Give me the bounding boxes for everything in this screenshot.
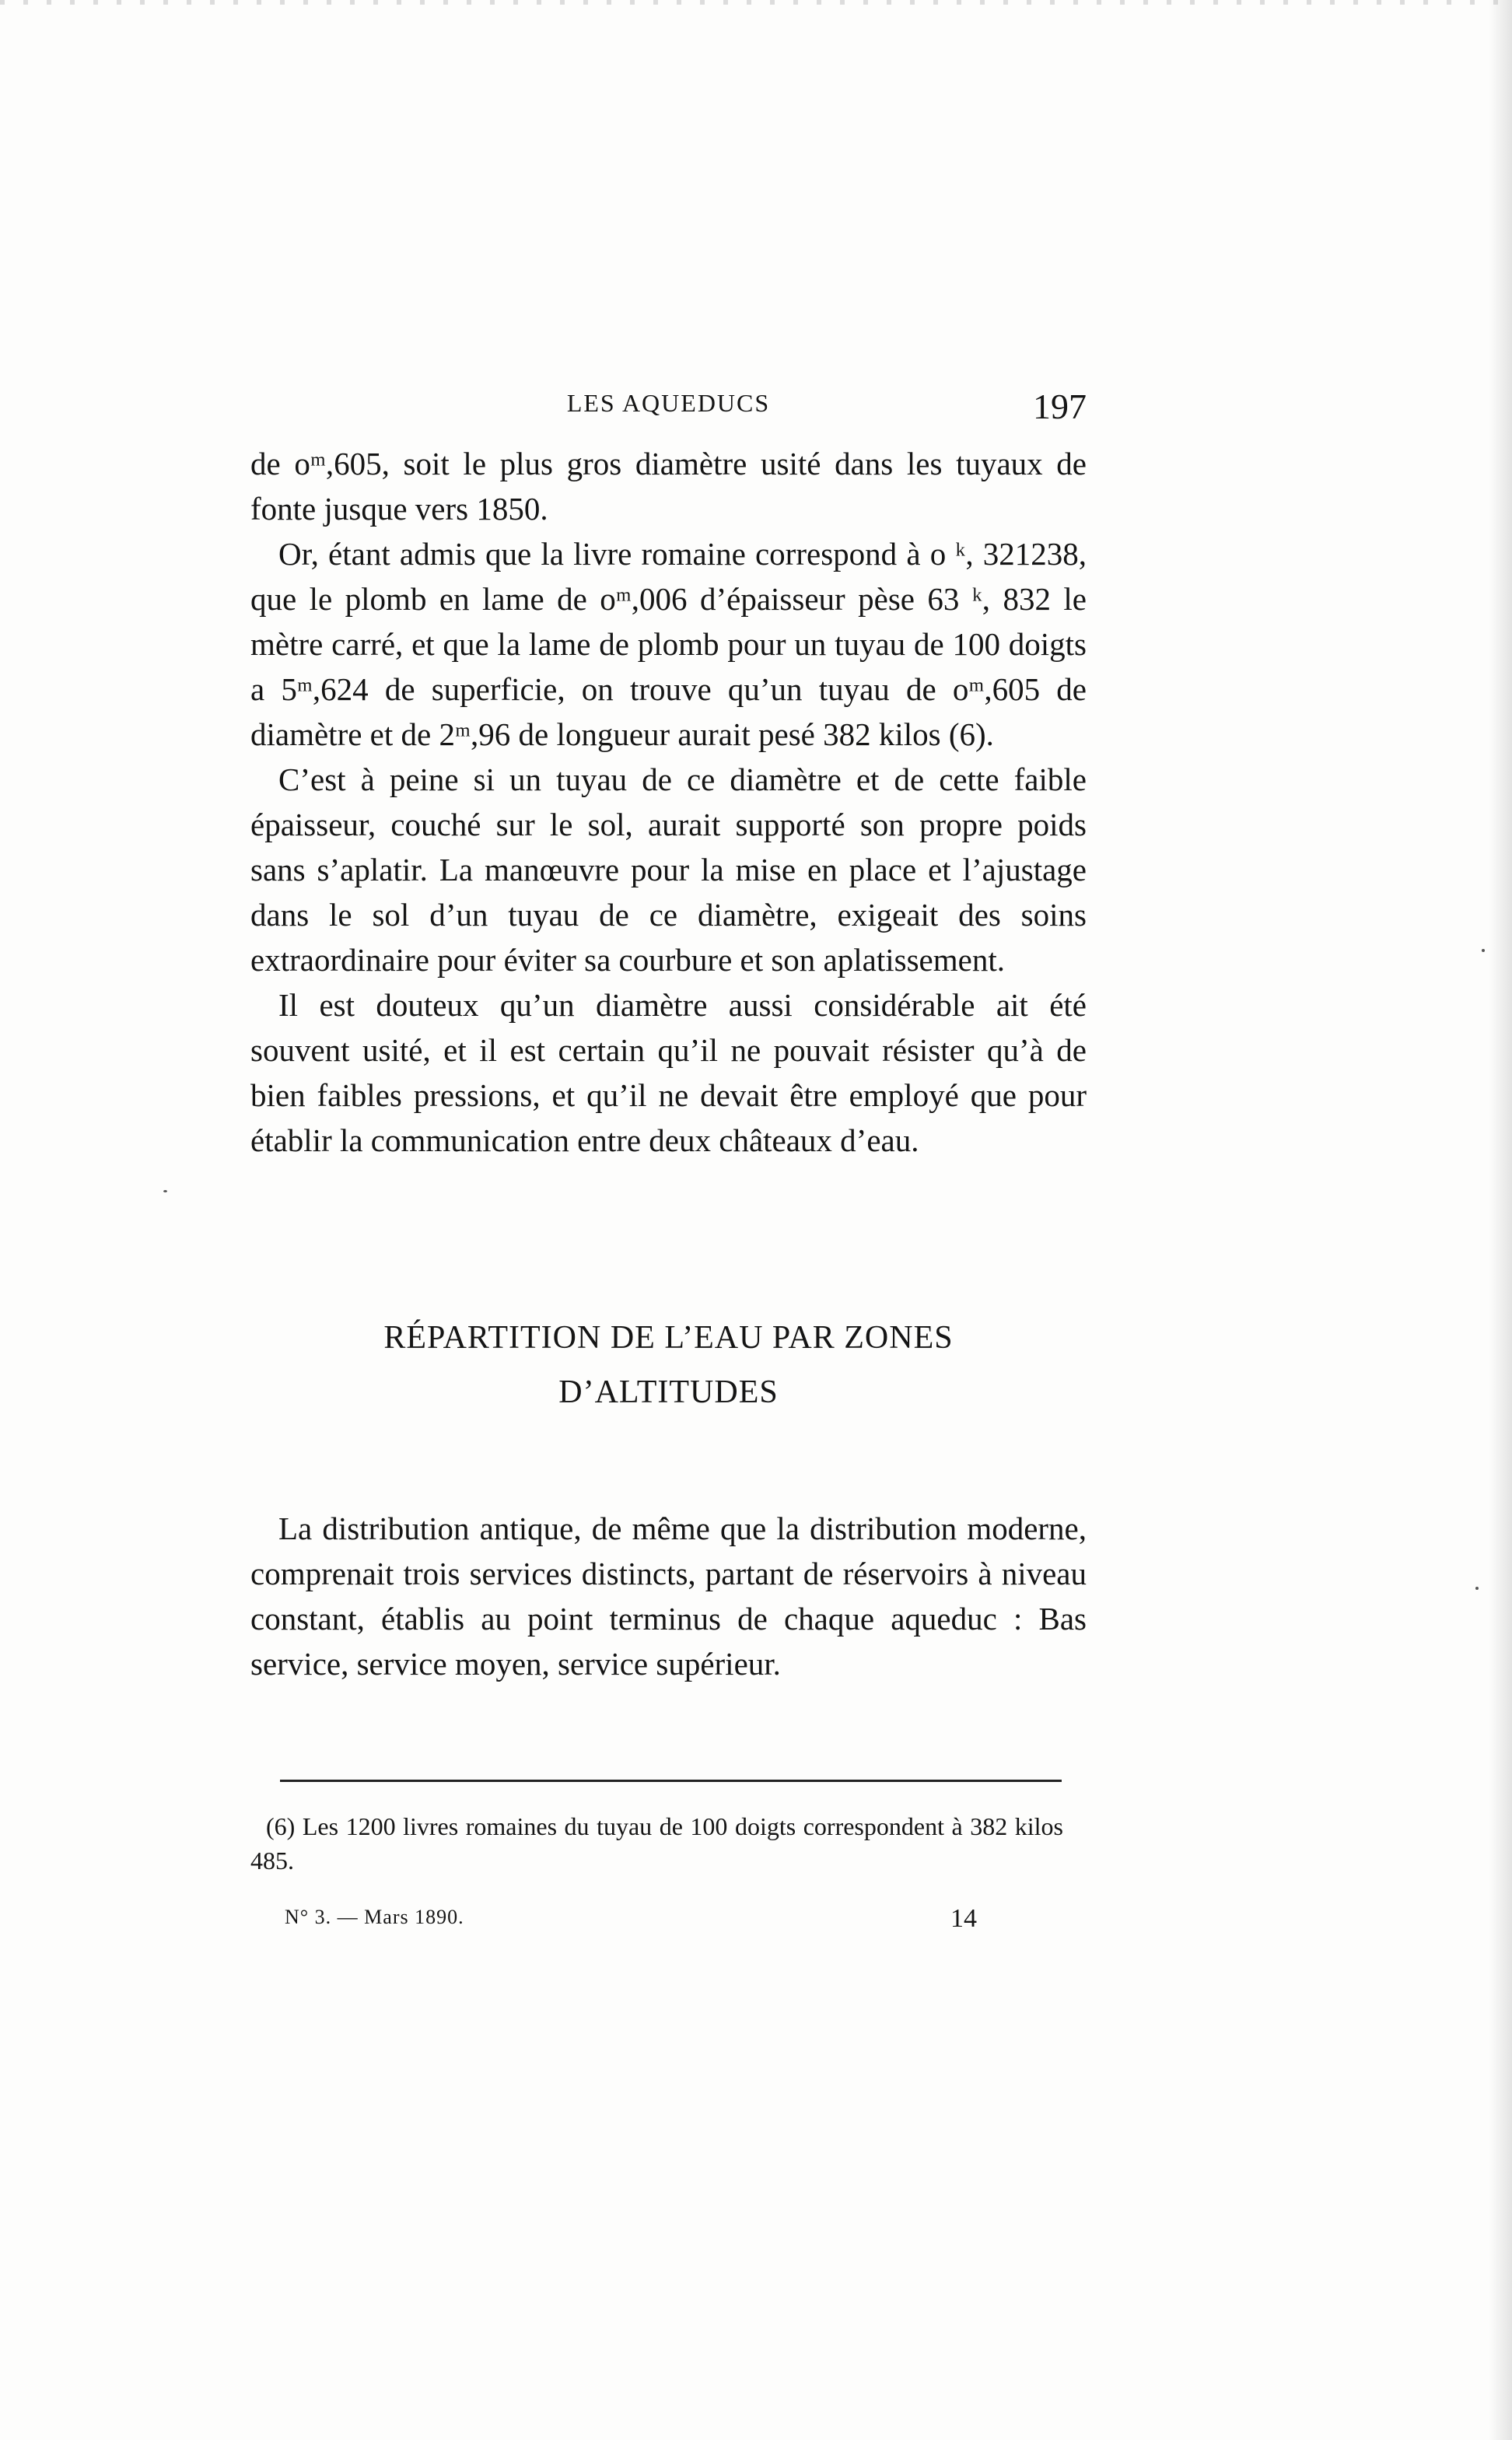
- sheet-number: 14: [950, 1904, 977, 1933]
- running-title: LES AQUEDUCS: [566, 389, 771, 417]
- section-text: [250, 1506, 1087, 1686]
- scan-speck: [1475, 1587, 1479, 1590]
- scan-speck: [1482, 949, 1485, 952]
- paragraph-4: Il est douteux qu’un diamètre aussi considérable ait été souvent usité, et il est certain qu’il ne pouvait résister qu’à de bien faibles pressions, et qu’il ne devait être employé que pour établir la communication entre deux châteaux d’eau.: [250, 987, 1087, 1158]
- section-heading-line-2: D’ALTITUDES: [558, 1374, 779, 1410]
- section-heading: [250, 1311, 1087, 1420]
- footnote-rule: [280, 1780, 1062, 1782]
- paragraph-2: Or, étant admis que la livre romaine correspond à o ᵏ, 321238, que le plomb en lame de oᵐ,006 d’épaisseur pèse 63 ᵏ, 832 le mètre carré, et que la lame de plomb pour un tuyau de 100 doigts a 5ᵐ,624 de superficie, on trouve qu’un tuyau de oᵐ,605 de diamètre et de 2ᵐ,96 de longueur aurait pesé 382 kilos (6).: [250, 536, 1087, 752]
- section-paragraph: La distribution antique, de même que la distribution moderne, comprenait trois services distincts, partant de réservoirs à niveau constant, établis au point terminus de chaque aqueduc : Bas service, service moyen, service supérieur.: [250, 1511, 1087, 1682]
- body-text: [250, 441, 1087, 1163]
- scan-top-edge: [0, 0, 1512, 5]
- section-heading-line-1: RÉPARTITION DE L’EAU PAR ZONES: [383, 1320, 954, 1356]
- footnote-text: (6) Les 1200 livres romaines du tuyau de 100 doigts correspondent à 382 kilos 485.: [250, 1812, 1063, 1875]
- issue-signature: N° 3. — Mars 1890.: [285, 1906, 464, 1928]
- scan-right-edge: [1489, 0, 1512, 2440]
- paragraph-3: C’est à peine si un tuyau de ce diamètre et de cette faible épaisseur, couché sur le sol, aurait supporté son propre poids sans s’aplatir. La manœuvre pour la mise en place et l’ajustage dans le sol d’un tuyau de ce diamètre, exigeait des soins extraordinaire pour éviter sa courbure et son aplatissement.: [250, 761, 1087, 978]
- footnote: [250, 1809, 1063, 1878]
- scan-speck: [163, 1190, 167, 1192]
- page-header: [250, 387, 1087, 426]
- page-number: 197: [1033, 387, 1087, 426]
- paragraph-1: de oᵐ,605, soit le plus gros diamètre usité dans les tuyaux de fonte jusque vers 1850.: [250, 446, 1087, 527]
